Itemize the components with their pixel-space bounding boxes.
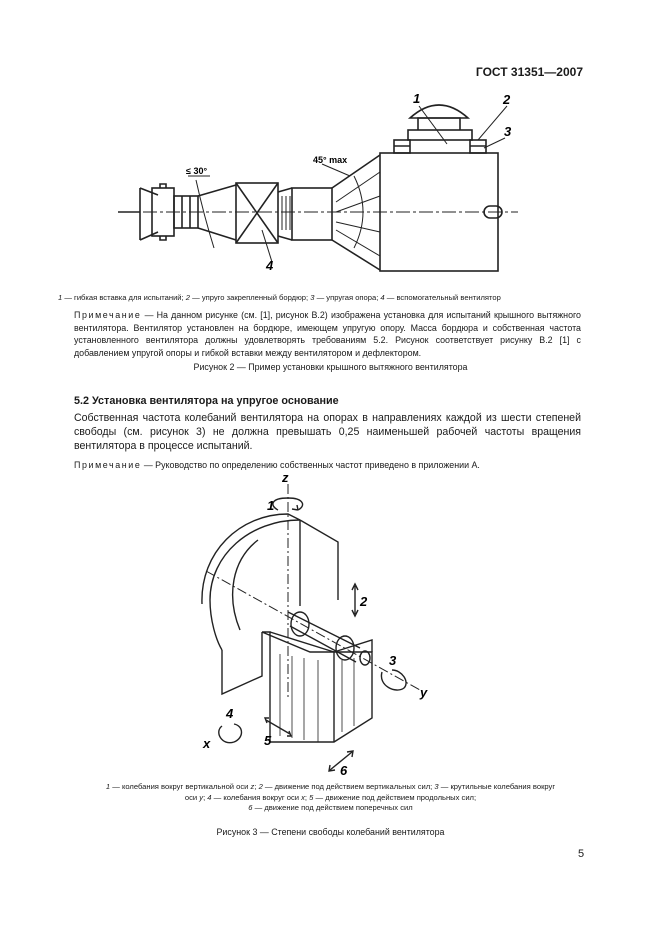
page-number: 5 [578, 848, 585, 860]
fig3-label-3: 3 [389, 653, 397, 668]
legend-line [40, 803, 621, 814]
figure-3-diagram [0, 470, 661, 780]
legend-text: — гибкая вставка для испытаний; [62, 293, 186, 302]
section-heading: 5.2 Установка вентилятора на упругое основание [74, 395, 339, 407]
legend-text: оси [184, 792, 200, 802]
legend-num: 6 [248, 803, 253, 812]
fig2-label-4: 4 [266, 258, 274, 273]
legend-text: — движение под действием продольных сил; [313, 792, 477, 802]
legend-num: 1 [105, 782, 111, 791]
fig3-axis-x: x [203, 736, 211, 751]
note-label: Примечание [74, 310, 142, 320]
figure-3-legend [40, 782, 621, 814]
figure-2-diagram [0, 0, 661, 290]
legend-text: — движение под действием поперечных сил [252, 803, 413, 812]
figure-2-legend [58, 293, 618, 303]
legend-num: 3 [310, 293, 315, 302]
legend-text: — движение под действием вертикальных сил; [262, 782, 435, 791]
fig3-label-2: 2 [360, 594, 368, 609]
legend-num: 4 [380, 293, 385, 302]
legend-num: x [301, 792, 305, 802]
fig2-label-3: 3 [504, 124, 512, 139]
legend-text: — вспомогательный вентилятор [384, 293, 501, 302]
legend-text: ; [203, 792, 208, 802]
figure-3-caption: Рисунок 3 — Степени свободы колебаний вентилятора [216, 827, 445, 837]
note-text: — Руководство по определению собственных частот приведено в приложении А. [141, 460, 480, 470]
legend-num: 5 [309, 792, 314, 802]
legend-text: ; [254, 782, 259, 791]
legend-text: ; [304, 792, 310, 802]
legend-num: y [199, 792, 204, 802]
legend-text: — упруго закрепленный бордюр; [190, 293, 311, 302]
legend-line [40, 793, 621, 804]
figure-2-caption: Рисунок 2 — Пример установки крышного вытяжного вентилятора [193, 362, 468, 372]
note-label: Примечание [74, 460, 142, 470]
fig3-axis-y: y [420, 685, 428, 700]
legend-num: 4 [207, 792, 212, 802]
legend-line [40, 782, 621, 793]
fig2-angle-45: 45° max [313, 155, 348, 165]
fig2-angle-30: ≤ 30° [186, 166, 208, 176]
fig3-axis-z: z [282, 470, 289, 485]
fig3-label-1: 1 [267, 498, 275, 513]
legend-num: 1 [58, 293, 63, 302]
legend-num: z [250, 782, 255, 791]
legend-text: — колебания вокруг вертикальной оси [110, 782, 251, 791]
section-paragraph: Собственная частота колебаний вентилятора на опорах в направлениях каждой из шести степеней свободы (см. рисунок 3) не должна превышать 0,25 наименьшей рабочей частоты вращения вентилятора в процессе испытаний. [74, 412, 581, 452]
fig3-label-4: 4 [226, 706, 234, 721]
legend-num: 3 [434, 782, 439, 791]
legend-text: — колебания вокруг оси [211, 792, 302, 802]
figure-2-note [74, 309, 581, 359]
legend-num: 2 [185, 293, 191, 302]
fig2-label-1: 1 [413, 91, 421, 106]
note-text: — На данном рисунке (см. [1], рисунок В.2) изображена установка для испытаний крышного вытяжного вентилятора. Вентилятор установлен на бордюре, имеющем упругую опору. Масса бордюра и собственная частота установленного вентилятора должны удовлетворять требованиям 5.2. Рисунок соответствует рисунку В.2 [1] с добавлением упругой опоры и гибкой вставки между вентилятором и дефлектором. [74, 310, 581, 358]
fig2-label-2: 2 [503, 92, 511, 107]
fig3-label-5: 5 [264, 733, 272, 748]
standard-number: ГОСТ 31351—2007 [475, 65, 583, 79]
legend-text: — упругая опора; [314, 293, 381, 302]
legend-num: 2 [258, 782, 263, 791]
legend-text: — крутильные колебания вокруг [438, 782, 556, 791]
fig3-label-6: 6 [340, 763, 348, 778]
